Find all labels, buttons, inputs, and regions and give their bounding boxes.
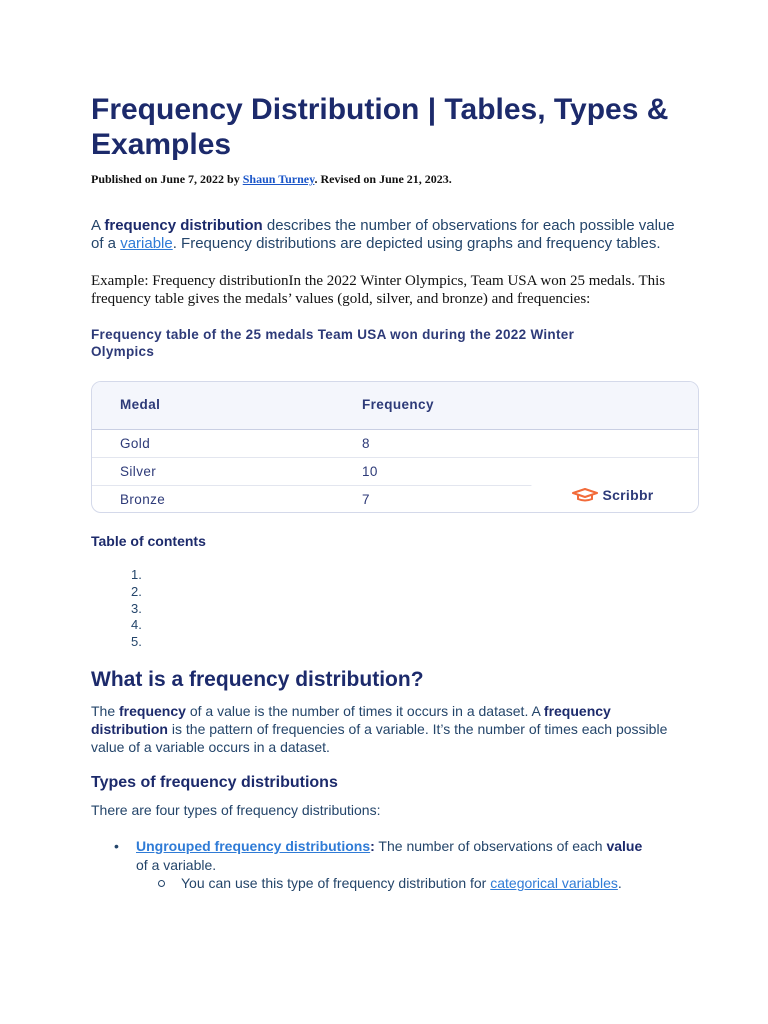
section-heading: What is a frequency distribution? (91, 668, 424, 691)
variable-link[interactable]: variable (120, 234, 173, 252)
scribbr-logo (528, 478, 698, 512)
para-text: is the pattern of frequencies of a variable. It’s the number of times each possible value of a variable occurs in a dataset. (91, 721, 668, 755)
author-link[interactable]: Shaun Turney (242, 172, 315, 186)
sub-list-item (181, 875, 701, 891)
medal-cell: Gold (120, 436, 151, 451)
intro-text: A (91, 217, 105, 234)
frequency-cell: 8 (362, 436, 370, 451)
intro-term: frequency distribution (104, 217, 263, 234)
toc-title: Table of contents (91, 533, 206, 549)
byline (91, 172, 452, 187)
frequency-table-figure (91, 381, 699, 513)
toc-item[interactable]: 5. (131, 634, 142, 650)
scribbr-wordmark: Scribbr (602, 487, 654, 503)
list-colon: : (370, 838, 375, 854)
bold-term: value (606, 838, 643, 854)
medal-cell: Bronze (120, 492, 166, 507)
revised-date: . Revised on June 21, 2023. (314, 172, 452, 186)
frequency-cell: 7 (362, 492, 370, 507)
page-title: Frequency Distribution | Tables, Types & Examples (91, 93, 669, 161)
toc-item[interactable]: 1. (131, 567, 142, 582)
definition-paragraph (91, 702, 681, 756)
list-text: . (617, 875, 622, 891)
list-item (114, 837, 656, 875)
ungrouped-link[interactable]: Ungrouped frequency distributions (136, 838, 371, 854)
toc-item[interactable]: 4. (131, 617, 142, 633)
frequency-cell: 10 (362, 464, 378, 479)
table-header (92, 382, 698, 430)
example-text: Example: Frequency distributionIn the 2022 Winter Olympics, Team USA won 25 medals. This frequency table gives the medals’ values (gold, silver, and bronze) and frequencies: (91, 273, 666, 307)
para-text: of a value is the number of times it occurs in a dataset. A (185, 703, 544, 719)
figure-title: Frequency table of the 25 medals Team USA won during the 2022 Winter Olympics (91, 327, 575, 359)
intro-paragraph (91, 217, 691, 252)
graduation-cap-icon (572, 488, 598, 502)
list-text: of a variable. (136, 857, 217, 873)
bold-term: frequency distribution (91, 703, 611, 737)
para-text: The (91, 703, 120, 719)
published-date: Published on June 7, 2022 by (91, 172, 243, 186)
toc-item[interactable]: 3. (131, 600, 142, 616)
subsection-heading: Types of frequency distributions (91, 774, 338, 791)
header-frequency: Frequency (362, 397, 434, 412)
toc-item[interactable]: 2. (131, 583, 142, 599)
list-text: The number of observations of each (374, 838, 607, 854)
intro-text: . Frequency distributions are depicted using graphs and frequency tables. (172, 234, 661, 252)
bullet-icon: • (114, 838, 119, 854)
medal-cell: Silver (120, 464, 157, 479)
intro-text: describes the number of observations for each possible value of a (91, 217, 675, 252)
bold-term: frequency (119, 703, 186, 719)
table-of-contents (131, 567, 142, 651)
sub-bullet-icon (158, 880, 165, 887)
types-intro: There are four types of frequency distributions: (91, 802, 381, 818)
header-medal: Medal (120, 397, 161, 412)
categorical-variables-link[interactable]: categorical variables (490, 875, 618, 891)
list-text: You can use this type of frequency distribution for (181, 875, 491, 891)
table-row (92, 430, 698, 458)
